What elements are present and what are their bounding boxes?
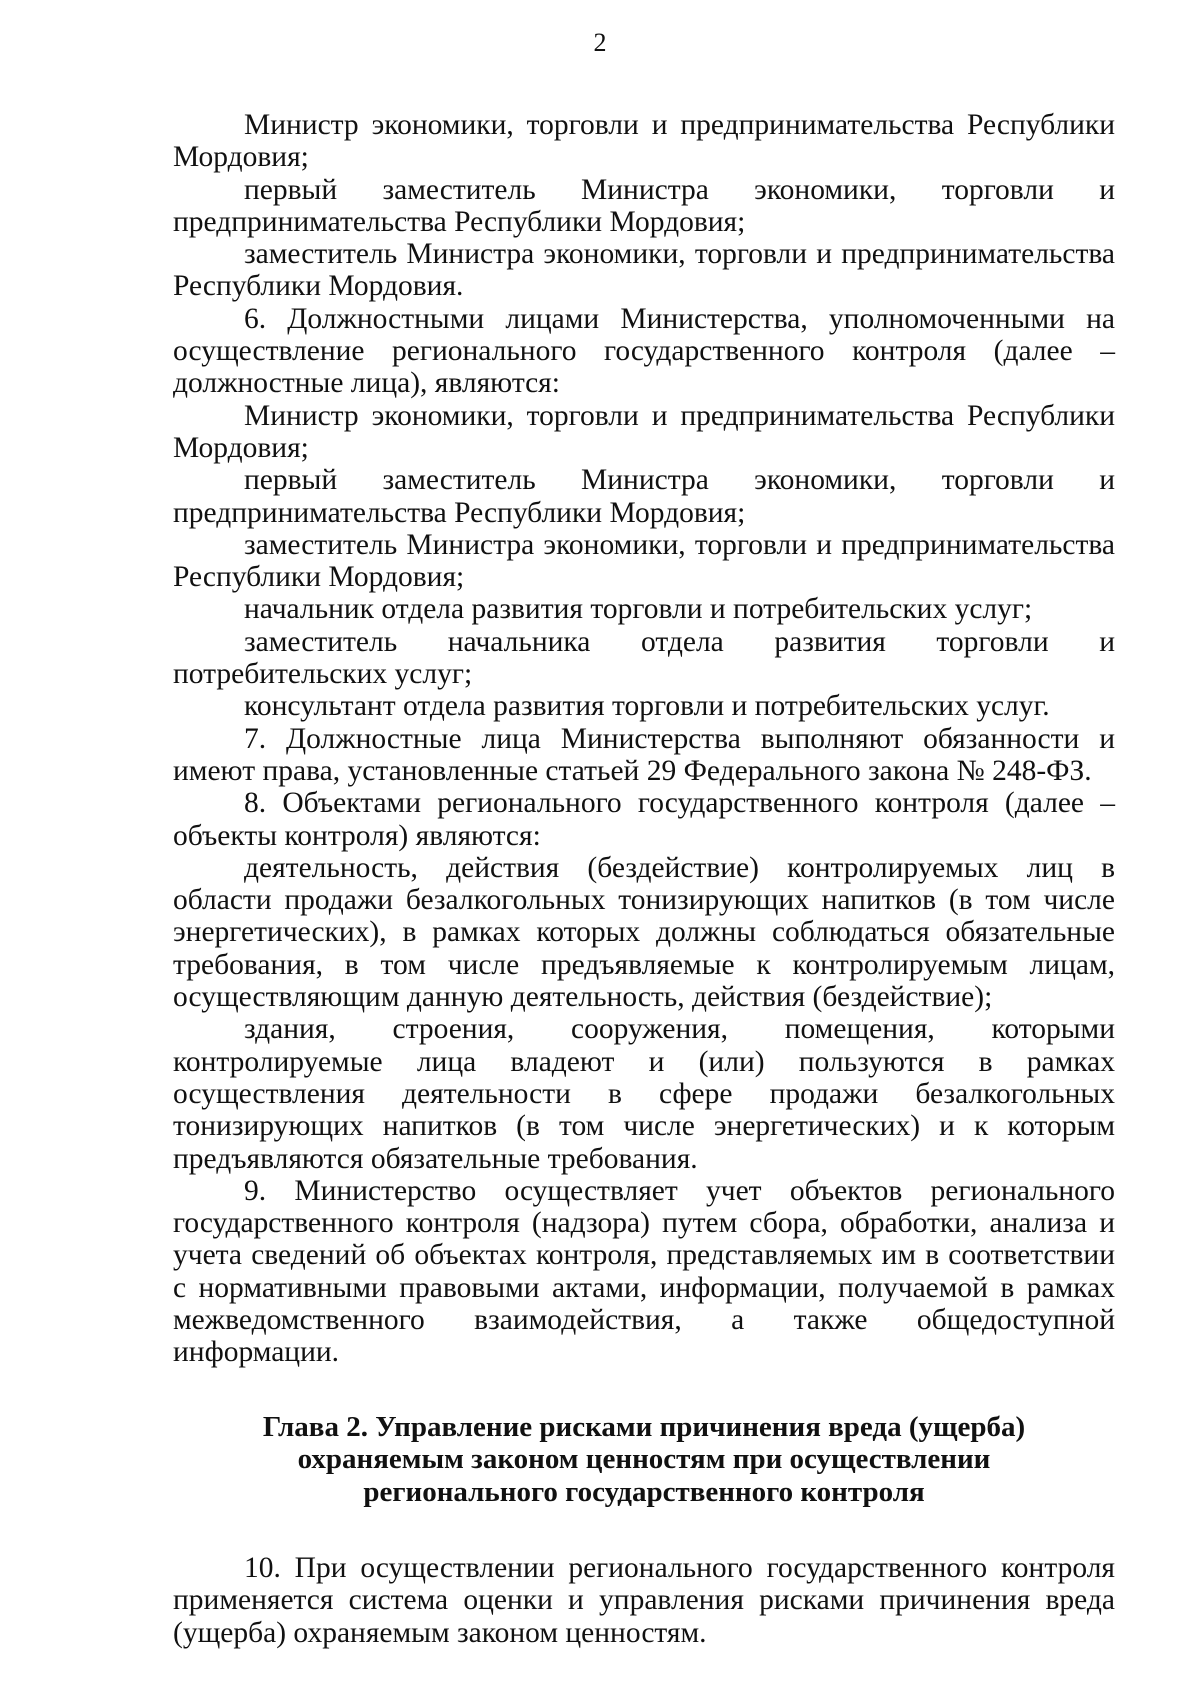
paragraph-deputy-2: заместитель Министра экономики, торговли и предпринимательства Республики Мордовия; (173, 528, 1115, 594)
chapter-heading-line-2: охраняемым законом ценностям при осуществлении (297, 1443, 991, 1476)
paragraph-item-10: 10. При осуществлении регионального государственного контроля применяется система оценки и управления рисками причинения вреда (ущерба) охраняемым законом ценностям. (173, 1552, 1115, 1649)
paragraph-activity: деятельность, действия (бездействие) контролируемых лиц в области продажи безалкогольных тонизирующих напитков (в том числе энергетических), в рамках которых должны соблюдаться обязательные требования, в том числе предъявляемые к контролируемым лицам, осуществляющим данную деятельность, действия (бездействие); (173, 851, 1115, 1014)
paragraph-first-deputy: первый заместитель Министра экономики, торговли и предпринимательства Республики Мордовия; (173, 173, 1115, 238)
page-number: 2 (593, 28, 607, 57)
chapter-heading-line-3: регионального государственного контроля (363, 1475, 925, 1508)
paragraph-item-8: 8. Объектами регионального государственного контроля (далее – объекты контроля) являются: (173, 787, 1115, 852)
paragraph-buildings: здания, строения, сооружения, помещения, которыми контролируемые лица владеют и (или) пользуются в рамках осуществления деятельности в сфере продажи безалкогольных тонизирующих напитков (в том числе энергетических) и к которым предъявляются обязательные требования. (173, 1013, 1115, 1175)
paragraph-minister-2: Министр экономики, торговли и предпринимательства Республики Мордовия; (173, 399, 1115, 464)
paragraph-first-deputy-2: первый заместитель Министра экономики, торговли и предпринимательства Республики Мордовия; (173, 464, 1115, 529)
paragraph-minister: Министр экономики, торговли и предпринимательства Республики Мордовия; (173, 109, 1115, 174)
paragraph-consultant: консультант отдела развития торговли и потребительских услуг. (244, 690, 1050, 723)
paragraph-deputy: заместитель Министра экономики, торговли и предпринимательства Республики Мордовия. (173, 238, 1115, 303)
paragraph-department-head: начальник отдела развития торговли и потребительских услуг; (244, 593, 1033, 626)
paragraph-deputy-department-head: заместитель начальника отдела развития торговли и потребительских услуг; (173, 625, 1115, 691)
paragraph-item-9: 9. Министерство осуществляет учет объектов регионального государственного контроля (надзора) путем сбора, обработки, анализа и учета сведений об объектах контроля, представляемых им в соответствии с нормативными правовыми актами, информации, получаемой в рамках межведомственного взаимодействия, а также общедоступной информации. (173, 1174, 1115, 1369)
document-body (173, 109, 1115, 1649)
paragraph-item-7: 7. Должностные лица Министерства выполняют обязанности и имеют права, установленные статьей 29 Федерального закона № 248-ФЗ. (173, 722, 1115, 787)
chapter-heading (173, 1411, 1115, 1509)
paragraph-item-6: 6. Должностными лицами Министерства, уполномоченными на осуществление регионального государственного контроля (далее – должностные лица), являются: (173, 302, 1115, 400)
chapter-heading-line-1: Глава 2. Управление рисками причинения вреда (ущерба) (262, 1410, 1026, 1443)
